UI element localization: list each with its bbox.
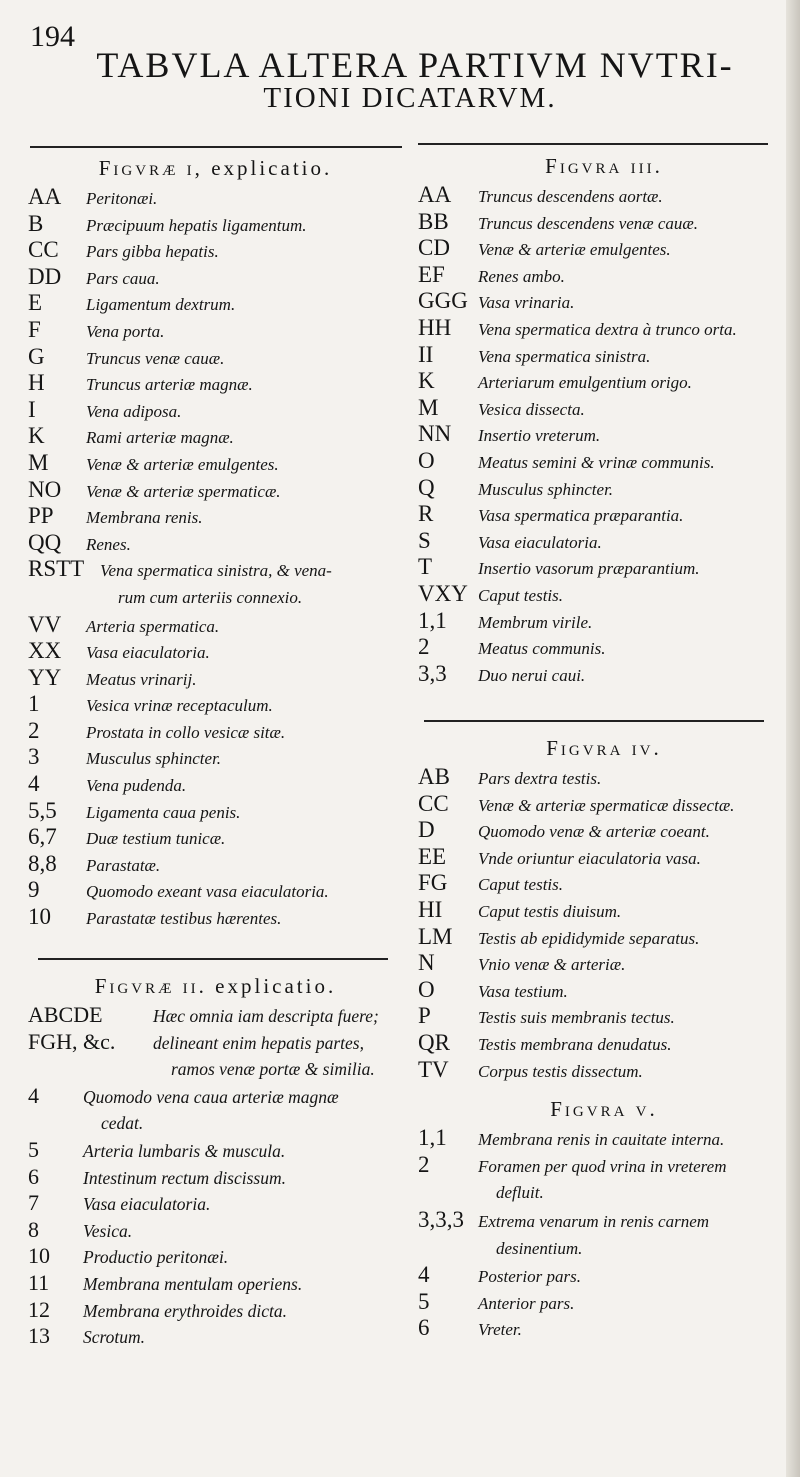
- list-item: [418, 501, 790, 528]
- list-item: [418, 395, 790, 422]
- list-item: [28, 1323, 403, 1350]
- list-item: [28, 1190, 403, 1217]
- page-number: 194: [30, 20, 75, 53]
- entry-key: 7: [28, 1190, 39, 1216]
- entry-text: Testis suis membranis tectus.: [478, 1008, 675, 1028]
- entry-key: FG: [418, 870, 448, 896]
- entry-text: Vasa testium.: [478, 981, 568, 1001]
- entry-text: Caput testis.: [478, 585, 564, 605]
- list-item: [28, 237, 403, 264]
- list-item: [418, 182, 790, 209]
- list-item: [418, 581, 790, 608]
- entry-text: Vasa eiaculatoria.: [478, 532, 602, 552]
- entry-text: Venæ & arteriæ spermaticæ dissectæ.: [478, 795, 735, 815]
- entry-key: 1: [28, 691, 40, 717]
- entry-text-continuation: cedat.: [101, 1113, 144, 1134]
- list-item: [28, 556, 403, 611]
- entry-text: Anterior pars.: [478, 1293, 575, 1313]
- list-item: [28, 718, 403, 745]
- entry-key: K: [418, 368, 435, 394]
- entry-key: K: [28, 423, 45, 449]
- fig5-list: [418, 1125, 790, 1342]
- entry-key: 3,3: [418, 660, 447, 686]
- entry-key: M: [418, 394, 439, 420]
- list-item: [28, 877, 403, 904]
- list-item: [28, 771, 403, 798]
- entry-key: 6: [28, 1163, 39, 1189]
- entry-text-continuation: desinentium.: [496, 1238, 583, 1258]
- entry-text: Caput testis diuisum.: [478, 901, 622, 921]
- fig3-heading-text: Figvra iii.: [545, 154, 663, 178]
- fig1-heading-rest: explicatio.: [202, 156, 333, 180]
- entry-text: Musculus sphincter.: [86, 749, 222, 769]
- entry-text: Musculus sphincter.: [478, 479, 614, 499]
- entry-text: Meatus semini & vrinæ communis.: [478, 452, 715, 472]
- list-item: [418, 368, 790, 395]
- entry-key: CC: [418, 790, 449, 816]
- entry-key: QR: [418, 1029, 450, 1055]
- list-item: [28, 1243, 403, 1270]
- entry-key: O: [418, 976, 435, 1002]
- list-item: [28, 1270, 403, 1297]
- left-column-fig2: [28, 970, 403, 1350]
- fig2-heading-rest: explicatio.: [206, 974, 337, 998]
- entry-key: NO: [28, 476, 62, 502]
- right-column: [418, 150, 790, 687]
- fig3-list: [418, 182, 790, 687]
- list-item: [28, 744, 403, 771]
- list-item: [418, 1057, 790, 1084]
- entry-key: XX: [28, 638, 62, 664]
- entry-key: 10: [28, 904, 51, 930]
- list-item: [28, 904, 403, 931]
- list-item: [418, 870, 790, 897]
- entry-text: Vesica dissecta.: [478, 399, 585, 419]
- entry-text-block: [153, 1030, 403, 1083]
- entry-text: Truncus venæ cauæ.: [86, 348, 225, 368]
- entry-text: Truncus arteriæ magnæ.: [86, 375, 253, 395]
- list-item: [28, 691, 403, 718]
- entry-key: H: [28, 370, 45, 396]
- entry-key: LM: [418, 923, 453, 949]
- list-item: [28, 1297, 403, 1324]
- entry-key: FGH, &c.: [28, 1028, 116, 1054]
- entry-key: 4: [28, 1082, 39, 1108]
- entry-key: S: [418, 527, 431, 553]
- list-item: [418, 1289, 790, 1316]
- entry-text: Pars gibba hepatis.: [86, 242, 219, 262]
- entry-key: 8: [28, 1216, 39, 1242]
- list-item: [418, 288, 790, 315]
- list-item: [418, 475, 790, 502]
- entry-text-block: [83, 1084, 403, 1137]
- entry-key: 4: [28, 771, 40, 797]
- fig2-list: [28, 1002, 403, 1350]
- entry-text: Renes.: [86, 534, 131, 554]
- entry-text: Præcipuum hepatis ligamentum.: [86, 215, 307, 235]
- entry-text-block: [478, 1154, 790, 1207]
- list-item: [28, 851, 403, 878]
- entry-key: 2: [418, 1151, 430, 1177]
- list-item: [418, 209, 790, 236]
- entry-key: AA: [418, 182, 452, 207]
- entry-text: Truncus descendens aortæ.: [478, 187, 663, 206]
- entry-text-continuation: rum cum arteriis connexio.: [118, 587, 303, 607]
- fig4-list: [418, 764, 790, 1083]
- list-item: [418, 661, 790, 688]
- list-item: [418, 977, 790, 1004]
- entry-text: Membrum virile.: [478, 612, 593, 632]
- list-item: [28, 1217, 403, 1244]
- entry-text: Vreter.: [478, 1320, 522, 1340]
- fig5-heading: [418, 1093, 790, 1125]
- list-item: [28, 370, 403, 397]
- entry-key: 1,1: [418, 1125, 447, 1151]
- entry-key: YY: [28, 664, 62, 690]
- entry-text: Ligamenta caua penis.: [86, 802, 241, 822]
- list-item: [418, 528, 790, 555]
- list-item: [28, 612, 403, 639]
- entry-key: EF: [418, 261, 445, 287]
- entry-text: Insertio vreterum.: [478, 426, 601, 446]
- list-item: [28, 477, 403, 504]
- page-title-line1: TABVLA ALTERA PARTIVM NVTRI-: [96, 45, 734, 85]
- list-item: [418, 235, 790, 262]
- entry-text: Productio peritonæi.: [83, 1247, 229, 1268]
- entry-text: Vesica.: [83, 1220, 133, 1241]
- entry-key: Q: [418, 474, 435, 500]
- entry-key: TV: [418, 1056, 449, 1082]
- entry-key: P: [418, 1003, 431, 1029]
- entry-key: 5,5: [28, 797, 57, 823]
- entry-key: 5: [28, 1136, 39, 1162]
- entry-text: Venæ & arteriæ emulgentes.: [478, 240, 671, 260]
- fig3-heading: [418, 150, 790, 182]
- entry-text: Renes ambo.: [478, 266, 565, 286]
- list-item: [28, 1083, 403, 1137]
- entry-key: HH: [418, 314, 452, 340]
- entry-key: R: [418, 501, 434, 527]
- list-item: [28, 1137, 403, 1164]
- entry-key: GGG: [418, 288, 468, 314]
- entry-text: Vena spermatica dextra à trunco orta.: [478, 319, 737, 339]
- entry-text: Vasa eiaculatoria.: [83, 1194, 211, 1215]
- entry-text: Pars dextra testis.: [478, 769, 602, 788]
- list-item: [28, 1029, 403, 1083]
- entry-key: O: [418, 447, 435, 473]
- entry-text: Insertio vasorum præparantium.: [478, 559, 700, 579]
- entry-text: Membrana renis.: [86, 508, 203, 528]
- entry-text: Meatus vrinarij.: [86, 669, 197, 689]
- list-item: [418, 764, 790, 791]
- list-item: [418, 554, 790, 581]
- entry-key: D: [418, 817, 435, 843]
- entry-text: Vesica vrinæ receptaculum.: [86, 696, 273, 716]
- entry-text: Membrana renis in cauitate interna.: [478, 1130, 725, 1150]
- entry-key: AA: [28, 184, 62, 209]
- entry-text: Truncus descendens venæ cauæ.: [478, 213, 699, 233]
- entry-text: Intestinum rectum discissum.: [83, 1167, 287, 1188]
- entry-text: Arteria lumbaris & muscula.: [83, 1140, 286, 1161]
- list-item: [28, 798, 403, 825]
- entry-key: G: [28, 343, 45, 369]
- entry-key: E: [28, 290, 43, 316]
- entry-key: 3,3,3: [418, 1206, 464, 1232]
- entry-text: Vasa eiaculatoria.: [86, 643, 210, 663]
- entry-key: N: [418, 950, 435, 976]
- entry-key: 3: [28, 744, 40, 770]
- entry-key: HI: [418, 896, 443, 922]
- entry-text: Arteria spermatica.: [86, 616, 220, 636]
- list-item: [28, 211, 403, 238]
- fig4-heading-text: Figvra iv.: [546, 736, 662, 760]
- entry-text: Pars caua.: [86, 268, 160, 288]
- entry-text: Parastatæ.: [86, 855, 161, 875]
- list-item: [418, 448, 790, 475]
- entry-key: T: [418, 554, 433, 580]
- list-item: [418, 262, 790, 289]
- list-item: [28, 184, 403, 211]
- entry-key: DD: [28, 263, 62, 289]
- entry-key: F: [28, 316, 41, 342]
- list-item: [418, 950, 790, 977]
- entry-text: Membrana erythroides dicta.: [83, 1300, 287, 1321]
- entry-key: B: [28, 210, 44, 236]
- entry-key: RSTT: [28, 556, 85, 582]
- list-item: [418, 634, 790, 661]
- list-item: [28, 1164, 403, 1191]
- entry-text: Scrotum.: [83, 1327, 146, 1348]
- entry-text: Vena adiposa.: [86, 401, 182, 421]
- list-item: [28, 397, 403, 424]
- list-item: [418, 1003, 790, 1030]
- right-column-fig4: [418, 732, 790, 1342]
- entry-key: 10: [28, 1243, 50, 1269]
- list-item: [28, 290, 403, 317]
- entry-text: Vnde oriuntur eiaculatoria vasa.: [478, 848, 701, 868]
- rule-left-middle: [38, 958, 388, 960]
- list-item: [418, 421, 790, 448]
- entry-text: Testis ab epididymide separatus.: [478, 928, 700, 948]
- entry-text: Hæc omnia iam descripta fuere;: [153, 1006, 379, 1026]
- entry-text-continuation: ramos venæ portæ & similia.: [171, 1059, 375, 1080]
- rule-right-top: [418, 143, 768, 145]
- list-item: [418, 1262, 790, 1289]
- entry-text: Vena spermatica sinistra, & vena-: [100, 561, 332, 581]
- entry-text: Quomodo venæ & arteriæ coeant.: [478, 822, 710, 842]
- fig1-heading: [28, 152, 403, 184]
- entry-key: PP: [28, 503, 54, 529]
- list-item: [418, 924, 790, 951]
- entry-text: Posterior pars.: [478, 1267, 581, 1287]
- list-item: [418, 1030, 790, 1057]
- list-item: [28, 317, 403, 344]
- entry-text: Arteriarum emulgentium origo.: [478, 373, 692, 393]
- entry-key: 2: [28, 717, 40, 743]
- entry-text: Venæ & arteriæ spermaticæ.: [86, 481, 281, 501]
- entry-text: Vnio venæ & arteriæ.: [478, 955, 626, 975]
- list-item: [28, 665, 403, 692]
- entry-text: Peritonæi.: [86, 189, 158, 208]
- rule-right-middle: [424, 720, 764, 722]
- entry-key: 6,7: [28, 824, 57, 850]
- entry-text: Vasa spermatica præparantia.: [478, 506, 684, 526]
- entry-key: 11: [28, 1269, 50, 1295]
- list-item: [418, 315, 790, 342]
- entry-text: Prostata in collo vesicæ sitæ.: [86, 722, 286, 742]
- list-item: [28, 344, 403, 371]
- entry-key: 6: [418, 1315, 430, 1341]
- fig4-heading: [418, 732, 790, 764]
- entry-text: Foramen per quod vrina in vreterem: [478, 1156, 727, 1176]
- fig1-heading-caps: Figvræ i,: [98, 156, 203, 180]
- entry-key: AB: [418, 764, 450, 789]
- entry-key: I: [28, 396, 36, 422]
- entry-key: 5: [418, 1288, 430, 1314]
- list-item: [28, 264, 403, 291]
- entry-text: Caput testis.: [478, 875, 564, 895]
- list-item: [418, 817, 790, 844]
- entry-key: VV: [28, 611, 62, 637]
- list-item: [28, 1002, 403, 1029]
- entry-text: Duæ testium tunicæ.: [86, 829, 226, 849]
- fig2-heading: [28, 970, 403, 1002]
- list-item: [418, 1315, 790, 1342]
- entry-key: M: [28, 449, 49, 475]
- list-item: [28, 530, 403, 557]
- entry-text: Vena spermatica sinistra.: [478, 346, 651, 366]
- entry-text: delineant enim hepatis partes,: [153, 1032, 364, 1053]
- list-item: [28, 423, 403, 450]
- list-item: [418, 1207, 790, 1262]
- entry-text: Membrana mentulam operiens.: [83, 1273, 303, 1294]
- entry-key: VXY: [418, 580, 468, 606]
- entry-key: 2: [418, 634, 430, 660]
- entry-text: Duo nerui caui.: [478, 665, 586, 685]
- entry-text: Venæ & arteriæ emulgentes.: [86, 454, 279, 474]
- entry-key: 4: [418, 1262, 430, 1288]
- page-title-line2: TIONI DICATARVM.: [263, 82, 557, 114]
- entry-key: QQ: [28, 529, 62, 555]
- list-item: [28, 450, 403, 477]
- entry-key: EE: [418, 843, 447, 869]
- entry-text: Extrema venarum in renis carnem: [478, 1211, 710, 1231]
- entry-key: BB: [418, 208, 449, 234]
- list-item: [418, 791, 790, 818]
- entry-key: ABCDE: [28, 1002, 103, 1027]
- fig2-heading-caps: Figvræ ii.: [94, 974, 207, 998]
- fig1-list: [28, 184, 403, 931]
- list-item: [28, 503, 403, 530]
- list-item: [418, 1125, 790, 1152]
- entry-text: Vasa vrinaria.: [478, 293, 575, 313]
- entry-text-continuation: defluit.: [496, 1183, 544, 1203]
- entry-key: 13: [28, 1323, 50, 1349]
- list-item: [418, 844, 790, 871]
- entry-text: Quomodo vena caua arteriæ magnæ: [83, 1086, 339, 1107]
- list-item: [28, 638, 403, 665]
- entry-key: 12: [28, 1296, 50, 1322]
- entry-key: 1,1: [418, 607, 447, 633]
- entry-text: Vena porta.: [86, 321, 165, 341]
- rule-left-top: [30, 146, 402, 148]
- entry-key: 8,8: [28, 850, 57, 876]
- fig5-heading-text: Figvra v.: [550, 1097, 658, 1122]
- entry-text-block: [478, 1209, 790, 1262]
- left-column: [28, 152, 403, 931]
- entry-key: 9: [28, 877, 40, 903]
- entry-text: Vena pudenda.: [86, 776, 187, 796]
- entry-text: Testis membrana denudatus.: [478, 1034, 672, 1054]
- entry-text: Parastatæ testibus hærentes.: [86, 909, 282, 929]
- entry-text: Corpus testis dissectum.: [478, 1061, 643, 1081]
- entry-key: II: [418, 341, 434, 367]
- list-item: [418, 1152, 790, 1207]
- entry-text: Quomodo exeant vasa eiaculatoria.: [86, 882, 329, 902]
- entry-text: Meatus communis.: [478, 639, 606, 659]
- entry-key: CD: [418, 235, 450, 261]
- entry-text-block: [100, 558, 403, 611]
- entry-key: CC: [28, 237, 59, 263]
- list-item: [418, 608, 790, 635]
- list-item: [418, 342, 790, 369]
- entry-text: Ligamentum dextrum.: [86, 295, 236, 315]
- list-item: [418, 897, 790, 924]
- entry-key: NN: [418, 421, 452, 447]
- list-item: [28, 824, 403, 851]
- entry-text: Rami arteriæ magnæ.: [86, 428, 234, 448]
